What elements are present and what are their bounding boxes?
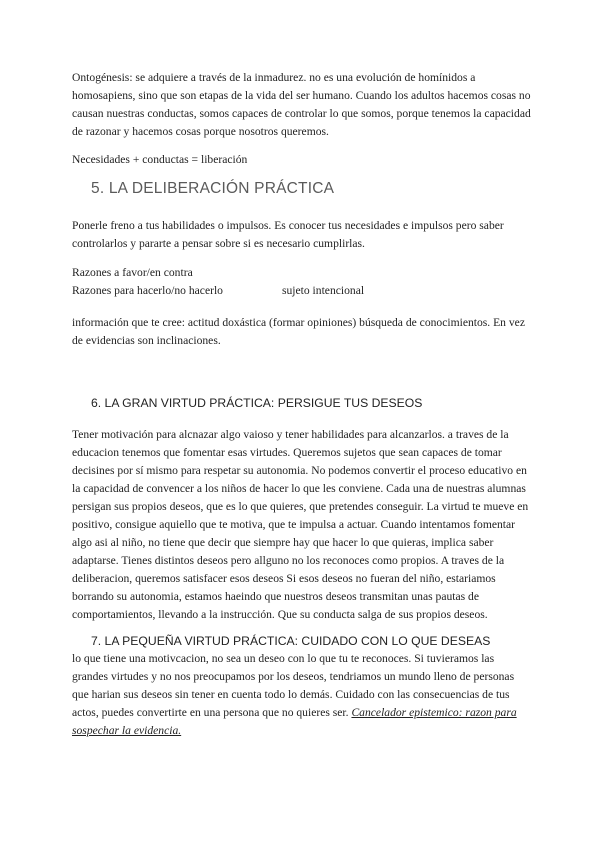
heading-gran-virtud: 6. LA GRAN VIRTUD PRÁCTICA: PERSIGUE TUS DESEOS <box>91 396 423 410</box>
razones-hacerlo-line <box>72 282 532 300</box>
paragraph-informacion: información que te cree: actitud doxástica (formar opiniones) búsqueda de conocimientos. En vez de evidencias son inclinaciones. <box>72 316 525 347</box>
cancelador-epistemico: Cancelador epistemico: razon para sospechar la evidencia. <box>72 706 517 737</box>
paragraph-gran-virtud: Tener motivación para alcnazar algo vaioso y tener habilidades para alcanzarlos. a traves de la educacion tenemos que fomentar esas virtudes. Queremos sujetos que sean capaces de tomar decisines por sí mismo para respetar su autonomia. No podemos convertir el proceso educativo en la capacidad de convencer a los niños de hacer lo que les conviene. Cada una de nuestras alumnas persigan sus propios deseos, que es lo que quieres, que pretendes conseguir. La virtud te mueve en positivo, consigue aquiello que te motiva, que te impulsa a actuar. Cuando intentamos fomentar algo asi al niño, no tiene que decir que siempre hay que hacer lo que quieras, implica saber adaptarse. Tienes distintos deseos pero allguno no los reconoces como propios. A traves de la deliberacion, queremos satisfacer esos deseos Si esos deseos no fueran del niño, estariamos borrando su autonomia, estamos haeindo que nuestros deseos transmitan unas pautas de comportamientos, llevando a la instrucción. Que su conducta salga de sus propios deseos. <box>72 428 529 621</box>
heading-pequena-virtud: 7. LA PEQUEÑA VIRTUD PRÁCTICA: CUIDADO CON LO QUE DESEAS <box>91 634 491 648</box>
paragraph-deliberacion: Ponerle freno a tus habilidades o impulsos. Es conocer tus necesidades e impulsos pero saber controlarlos y pararte a pensar sobre si es necesario cumplirlas. <box>72 219 504 250</box>
formula-line: Necesidades + conductas = liberación <box>72 153 248 166</box>
paragraph-pequena-text: lo que tiene una motivcacion, no sea un deseo con lo que tu te reconoces. Si tuvieramos las grandes virtudes y no nos preocupamos por los deseos, tendriamos un mundo lleno de personas que harian sus deseos sin tener en cuenta todo lo demás. Cuidado con las consecuencias de tus actos, puedes convertirte en una persona que no quieres ser. <box>72 652 515 719</box>
paragraph-ontogenesis: Ontogénesis: se adquiere a través de la inmadurez. no es una evolución de homínidos a homosapiens, sino que son etapas de la vida del ser humano. Cuando los adultos hacemos cosas no causan nuestras conductas, somos capaces de controlar lo que somos, porque tenemos la capacidad de razonar y hacemos cosas porque nosotros queremos. <box>72 71 531 138</box>
sujeto-intencional: sujeto intencional <box>281 284 365 297</box>
razones-hacerlo: Razones para hacerlo/no hacerlo <box>72 284 223 297</box>
paragraph-pequena-virtud <box>72 650 532 740</box>
heading-deliberacion-practica: 5. LA DELIBERACIÓN PRÁCTICA <box>91 180 335 197</box>
razones-favor-contra: Razones a favor/en contra <box>72 266 193 279</box>
